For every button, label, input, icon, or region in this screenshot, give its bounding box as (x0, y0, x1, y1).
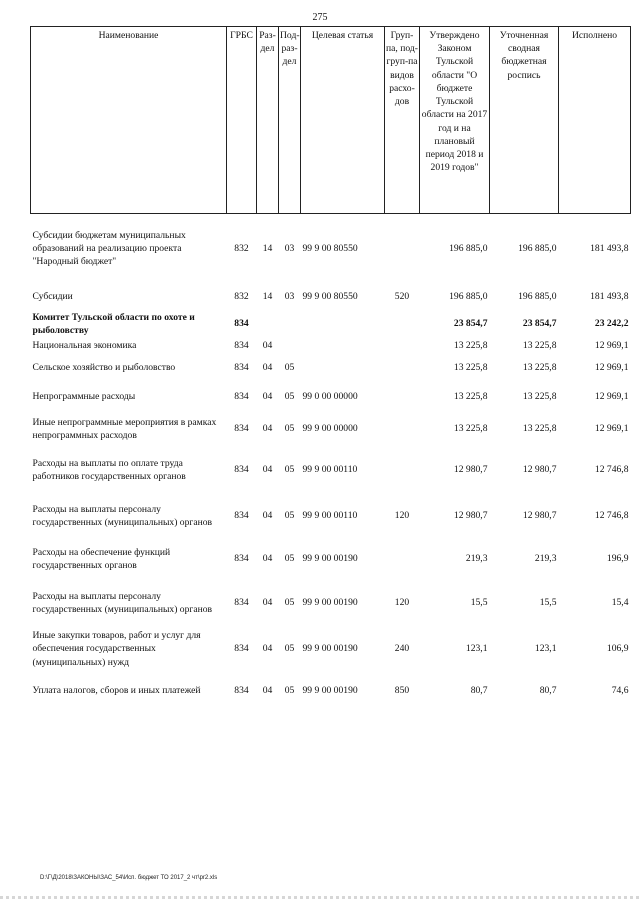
row-group (385, 310, 420, 338)
row-name: Национальная экономика (32, 340, 137, 352)
table-row (31, 412, 631, 446)
row-section: 04 (262, 597, 273, 609)
table-row (31, 672, 631, 710)
row-target: 99 0 00 00000 (302, 390, 358, 402)
row-approved: 12 980,7 (453, 464, 488, 476)
row-approved: 219,3 (465, 553, 488, 565)
row-subsection: 05 (284, 464, 295, 476)
row-executed: 15,4 (611, 597, 629, 609)
header-refined: Уточненная сводная бюджетная роспись (490, 27, 559, 214)
row-target (301, 338, 385, 354)
row-refined: 12 980,7 (522, 510, 557, 522)
footer-file-path: D:\Г\Д\2018\ЗАКОНЫ\ЗАС_54\Исп. бюджет ТО 2017_2 чт\pr2.xls (40, 875, 218, 881)
row-subsection (279, 338, 301, 354)
row-group: 850 (394, 685, 410, 697)
row-name: Расходы на выплаты персоналу государственных (муниципальных) органов (32, 590, 213, 615)
row-target: 99 9 00 00110 (302, 464, 358, 476)
table-header (31, 27, 631, 214)
row-approved: 196 885,0 (449, 290, 488, 302)
row-target: 99 9 00 80550 (302, 243, 358, 255)
row-group (385, 538, 420, 580)
row-grbs: 834 (234, 340, 249, 352)
row-target: 99 9 00 00110 (302, 510, 358, 522)
table-body (31, 214, 631, 710)
row-grbs: 834 (234, 553, 249, 565)
row-refined: 219,3 (534, 553, 557, 565)
row-refined: 15,5 (539, 597, 557, 609)
table-row (31, 214, 631, 284)
row-section: 04 (262, 361, 273, 373)
row-group (385, 412, 420, 446)
row-executed: 181 493,8 (590, 243, 629, 255)
row-grbs: 834 (234, 423, 249, 435)
row-approved: 80,7 (470, 685, 488, 697)
row-grbs: 834 (234, 597, 249, 609)
row-section: 04 (262, 390, 273, 402)
row-name: Субсидии (32, 290, 73, 302)
row-executed: 12 746,8 (594, 510, 629, 522)
row-group (385, 338, 420, 354)
row-subsection: 03 (284, 290, 295, 302)
row-group: 120 (394, 597, 410, 609)
row-executed: 181 493,8 (590, 290, 629, 302)
header-section: Раз-дел (257, 27, 279, 214)
row-name: Расходы на выплаты по оплате труда работников государственных органов (32, 457, 186, 482)
table-row (31, 626, 631, 672)
row-name: Иные закупки товаров, работ и услуг для обеспечения государственных (муниципальных) нужд (32, 630, 201, 668)
row-group: 120 (394, 510, 410, 522)
row-name: Комитет Тульской области по охоте и рыболовству (32, 311, 195, 336)
row-section: 14 (262, 290, 273, 302)
row-subsection: 05 (284, 685, 295, 697)
row-refined: 196 885,0 (518, 243, 557, 255)
row-approved: 123,1 (465, 643, 488, 655)
row-grbs: 832 (234, 290, 249, 302)
row-section: 04 (262, 510, 273, 522)
row-subsection: 03 (284, 243, 295, 255)
row-section: 04 (262, 464, 273, 476)
row-subsection: 05 (284, 553, 295, 565)
row-name: Расходы на выплаты персоналу государственных (муниципальных) органов (32, 503, 213, 528)
row-group (385, 354, 420, 381)
row-target: 99 9 00 00190 (302, 597, 358, 609)
header-subsection: Под-раз-дел (279, 27, 301, 214)
row-approved: 13 225,8 (453, 340, 488, 352)
header-grbs: ГРБС (227, 27, 257, 214)
row-approved: 13 225,8 (453, 390, 488, 402)
row-executed: 23 242,2 (594, 318, 629, 330)
row-executed: 12 746,8 (594, 464, 629, 476)
footer-faint-line (0, 896, 640, 899)
row-grbs: 834 (234, 643, 249, 655)
table-row (31, 354, 631, 381)
row-group: 520 (394, 290, 410, 302)
row-refined: 13 225,8 (522, 340, 557, 352)
row-subsection: 05 (284, 361, 295, 373)
row-approved: 13 225,8 (453, 423, 488, 435)
row-grbs: 834 (234, 685, 249, 697)
row-subsection (279, 310, 301, 338)
row-grbs: 834 (234, 464, 249, 476)
row-target (301, 354, 385, 381)
row-executed: 12 969,1 (594, 340, 629, 352)
table-row (31, 338, 631, 354)
row-grbs: 832 (234, 243, 249, 255)
row-section: 04 (262, 685, 273, 697)
header-target: Целевая статья (301, 27, 385, 214)
row-name: Непрограммные расходы (32, 390, 136, 402)
row-executed: 196,9 (606, 553, 629, 565)
row-section: 04 (262, 553, 273, 565)
row-section: 04 (262, 643, 273, 655)
header-name: Наименование (31, 27, 227, 214)
row-target (301, 310, 385, 338)
row-subsection: 05 (284, 390, 295, 402)
row-executed: 74,6 (611, 685, 629, 697)
row-target: 99 9 00 00190 (302, 685, 358, 697)
header-executed: Исполнено (559, 27, 631, 214)
row-target: 99 9 00 00190 (302, 643, 358, 655)
row-approved: 23 854,7 (453, 318, 488, 330)
header-group: Груп-па, под-груп-па видов расхо-дов (385, 27, 420, 214)
table-row (31, 446, 631, 494)
row-section: 14 (262, 243, 273, 255)
row-grbs: 834 (234, 390, 249, 402)
row-target: 99 9 00 80550 (302, 290, 358, 302)
row-refined: 13 225,8 (522, 390, 557, 402)
table-row (31, 580, 631, 626)
row-name: Сельское хозяйство и рыболовство (32, 361, 176, 373)
row-executed: 12 969,1 (594, 390, 629, 402)
row-executed: 12 969,1 (594, 361, 629, 373)
row-executed: 12 969,1 (594, 423, 629, 435)
row-refined: 12 980,7 (522, 464, 557, 476)
row-refined: 196 885,0 (518, 290, 557, 302)
row-target: 99 9 00 00000 (302, 423, 358, 435)
row-subsection: 05 (284, 643, 295, 655)
row-section (257, 310, 279, 338)
table-row (31, 310, 631, 338)
row-subsection: 05 (284, 597, 295, 609)
row-section: 04 (262, 340, 273, 352)
row-approved: 12 980,7 (453, 510, 488, 522)
row-refined: 80,7 (539, 685, 557, 697)
row-grbs: 834 (234, 510, 249, 522)
page-number: 275 (312, 12, 328, 23)
row-name: Субсидии бюджетам муниципальных образований на реализацию проекта "Народный бюджет" (32, 229, 186, 268)
row-refined: 13 225,8 (522, 423, 557, 435)
row-section: 04 (262, 423, 273, 435)
row-group (385, 214, 420, 284)
table-row (31, 538, 631, 580)
row-grbs: 834 (234, 361, 249, 373)
row-refined: 123,1 (534, 643, 557, 655)
row-name: Иные непрограммные мероприятия в рамках непрограммных расходов (32, 416, 217, 441)
row-group (385, 446, 420, 494)
row-approved: 13 225,8 (453, 361, 488, 373)
table-row (31, 381, 631, 412)
row-approved: 15,5 (470, 597, 488, 609)
row-name: Расходы на обеспечение функций государственных органов (32, 546, 171, 571)
row-approved: 196 885,0 (449, 243, 488, 255)
budget-execution-table (30, 26, 631, 710)
row-target: 99 9 00 00190 (302, 553, 358, 565)
table-row (31, 284, 631, 310)
table-row (31, 494, 631, 538)
row-refined: 23 854,7 (522, 318, 557, 330)
row-subsection: 05 (284, 510, 295, 522)
row-group (385, 381, 420, 412)
header-approved: Утверждено Законом Тульской области "О бюджете Тульской области на 2017 год и на плановый период 2018 и 2019 годов" (420, 27, 490, 214)
row-refined: 13 225,8 (522, 361, 557, 373)
row-group: 240 (394, 643, 410, 655)
row-subsection: 05 (284, 423, 295, 435)
row-executed: 106,9 (606, 643, 629, 655)
row-name: Уплата налогов, сборов и иных платежей (32, 685, 201, 697)
row-grbs: 834 (234, 318, 249, 330)
